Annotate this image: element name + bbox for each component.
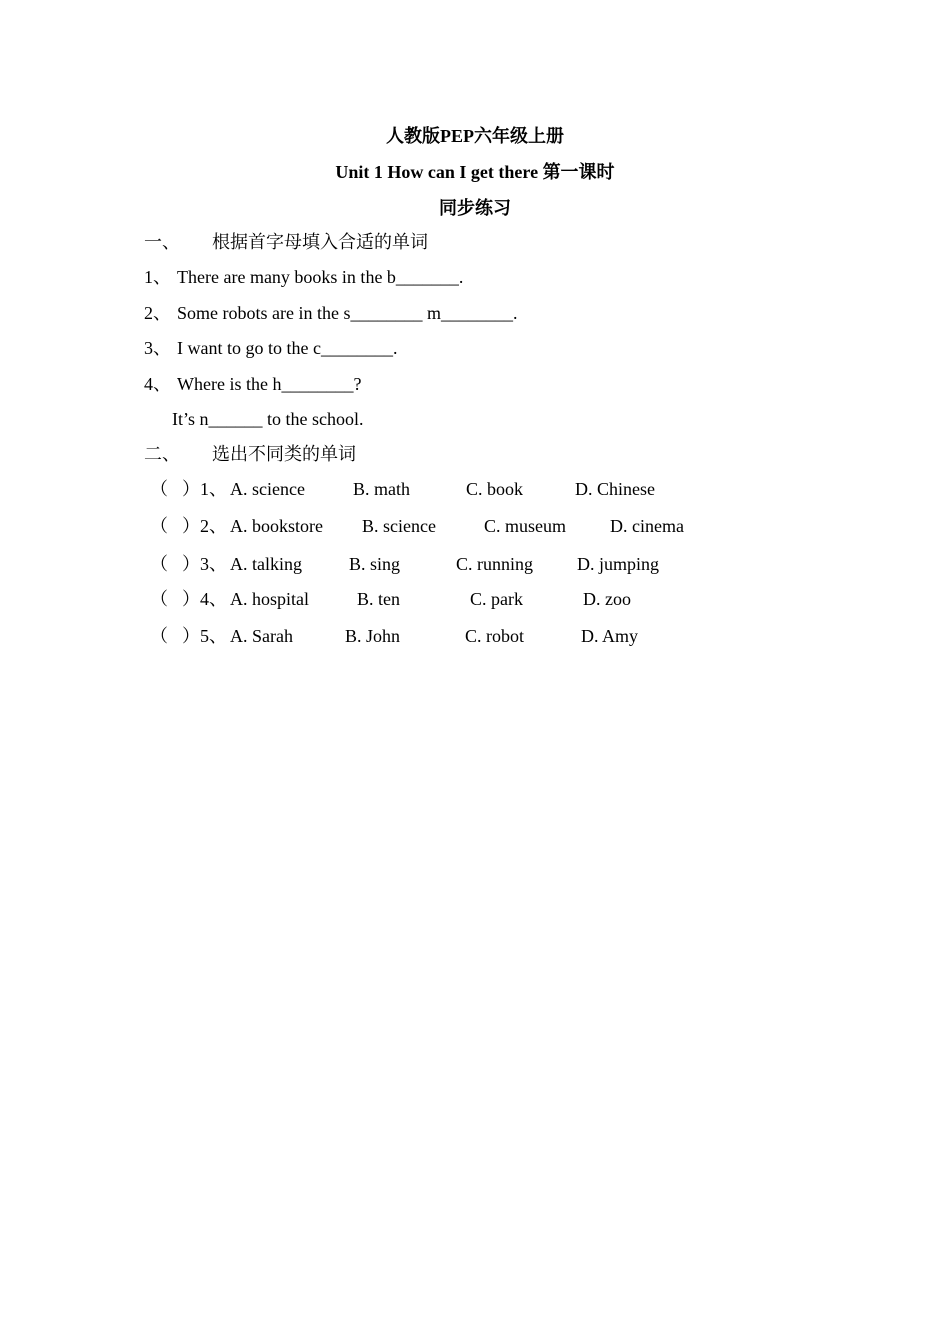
answer-paren-open: （ — [150, 554, 168, 574]
option-b: B. ten — [357, 589, 400, 609]
answer-paren-open: （ — [150, 589, 168, 609]
row-number: 5、 — [200, 626, 227, 646]
option-c: C. museum — [484, 516, 567, 536]
question-number: 1、 — [144, 267, 171, 287]
fill-question-4 — [144, 372, 361, 396]
fill-question-2 — [144, 301, 517, 325]
option-a: A. science — [230, 479, 305, 499]
fill-question-4-answer-line: It’s n______ to the school. — [172, 409, 364, 429]
answer-paren-open: （ — [150, 479, 168, 499]
answer-paren-close: ） — [182, 589, 200, 609]
worksheet-title: 人教版PEP六年级上册 — [386, 126, 564, 146]
option-c: C. robot — [465, 626, 525, 646]
question-text: I want to go to the c________. — [177, 338, 398, 358]
section2-number: 二、 — [144, 444, 180, 464]
fill-question-1 — [144, 265, 463, 289]
question-text: There are many books in the b_______. — [177, 267, 464, 287]
option-a: A. hospital — [230, 589, 309, 609]
section1-heading — [144, 230, 428, 254]
row-number: 4、 — [200, 589, 227, 609]
option-a: A. talking — [230, 554, 302, 574]
option-b: B. John — [345, 626, 401, 646]
row-number: 2、 — [200, 516, 227, 536]
question-text: Some robots are in the s________ m________. — [177, 303, 518, 323]
question-number: 3、 — [144, 338, 171, 358]
row-number: 1、 — [200, 479, 227, 499]
option-b: B. science — [362, 516, 436, 536]
choice-row-4 — [150, 587, 770, 611]
unit-title: Unit 1 How can I get there 第一课时 — [335, 162, 615, 182]
answer-paren-close: ） — [182, 479, 200, 499]
answer-paren-close: ） — [182, 554, 200, 574]
choice-row-2 — [150, 514, 770, 538]
choice-row-5 — [150, 624, 770, 648]
option-c: C. book — [466, 479, 524, 499]
answer-paren-close: ） — [182, 516, 200, 536]
section1-title: 根据首字母填入合适的单词 — [212, 232, 428, 252]
option-d: D. jumping — [577, 554, 660, 574]
option-d: D. cinema — [610, 516, 684, 536]
option-d: D. Amy — [581, 626, 639, 646]
question-number: 4、 — [144, 374, 171, 394]
row-number: 3、 — [200, 554, 227, 574]
section2-title: 选出不同类的单词 — [212, 444, 356, 464]
question-text: Where is the h________? — [177, 374, 362, 394]
section1-number: 一、 — [144, 232, 180, 252]
option-b: B. sing — [349, 554, 401, 574]
option-a: A. bookstore — [230, 516, 323, 536]
section2-heading — [144, 442, 356, 466]
choice-row-3 — [150, 552, 770, 576]
option-d: D. Chinese — [575, 479, 655, 499]
question-number: 2、 — [144, 303, 171, 323]
answer-paren-open: （ — [150, 516, 168, 536]
answer-paren-close: ） — [182, 626, 200, 646]
option-d: D. zoo — [583, 589, 631, 609]
answer-paren-open: （ — [150, 626, 168, 646]
exercise-title: 同步练习 — [439, 198, 511, 218]
choice-row-1 — [150, 477, 770, 501]
option-c: C. park — [470, 589, 523, 609]
option-b: B. math — [353, 479, 410, 499]
option-c: C. running — [456, 554, 534, 574]
fill-question-3 — [144, 336, 397, 360]
option-a: A. Sarah — [230, 626, 293, 646]
